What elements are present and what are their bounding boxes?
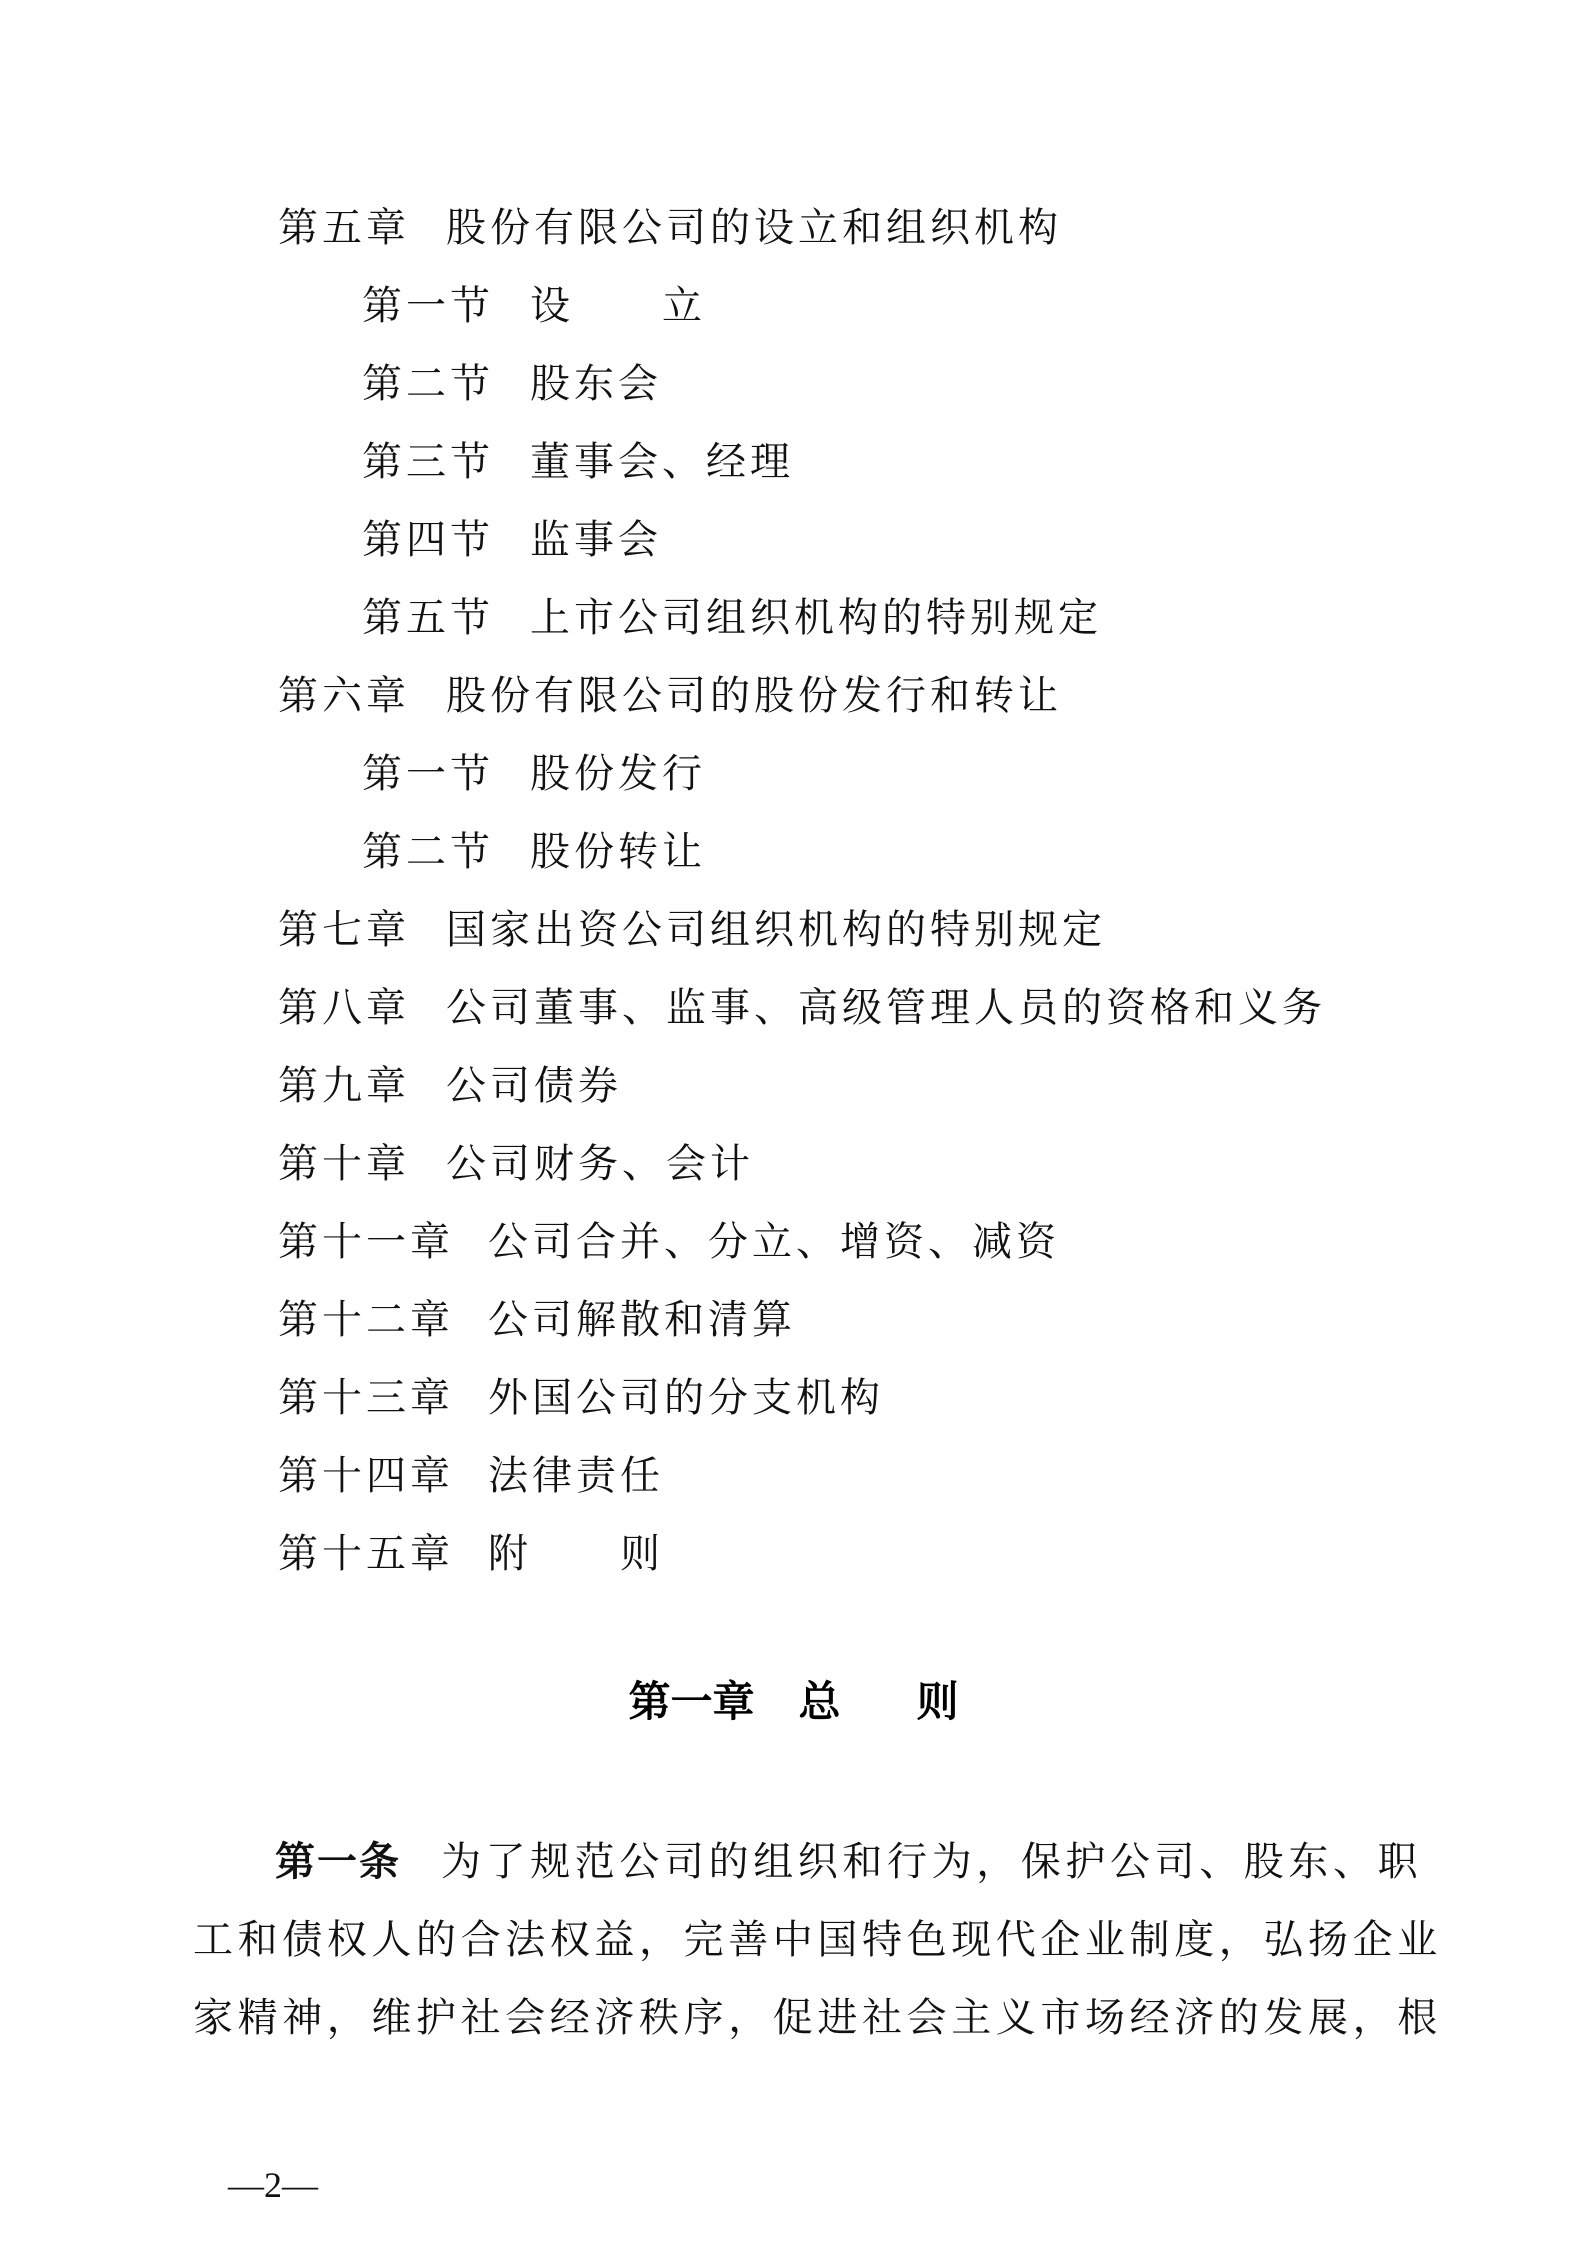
toc-section-5-4 — [362, 510, 662, 570]
toc-section-5-3 — [362, 432, 794, 492]
toc-section-5-2 — [362, 354, 662, 414]
toc-chapter-6 — [278, 666, 1062, 726]
toc-chapter-11 — [278, 1212, 1060, 1272]
toc-title: 外国公司的分支机构 — [488, 1375, 884, 1421]
toc-title: 公司财务、会计 — [446, 1141, 754, 1187]
toc-title: 监事会 — [530, 517, 662, 563]
toc-title: 董事会、经理 — [530, 439, 794, 485]
toc-number: 第六章 — [278, 673, 410, 719]
toc-title: 股份有限公司的设立和组织机构 — [446, 205, 1062, 251]
toc-chapter-8 — [278, 978, 1326, 1038]
toc-number: 第五节 — [362, 595, 494, 641]
toc-number: 第十三章 — [278, 1375, 454, 1421]
toc-chapter-5 — [278, 198, 1062, 258]
toc-title: 法律责任 — [488, 1453, 664, 1499]
toc-title: 股份有限公司的股份发行和转让 — [446, 673, 1062, 719]
toc-chapter-13 — [278, 1368, 884, 1428]
toc-number: 第五章 — [278, 205, 410, 251]
article-line-2 — [193, 1910, 1442, 1970]
toc-section-6-2 — [362, 822, 706, 882]
toc-section-6-1 — [362, 744, 706, 804]
toc-title: 上市公司组织机构的特别规定 — [530, 595, 1102, 641]
toc-number: 第一节 — [362, 283, 494, 329]
article-line-1 — [193, 1832, 1423, 1892]
toc-title: 设 立 — [530, 283, 706, 329]
article-text-1: 为了规范公司的组织和行为，保护公司、股东、职 — [441, 1839, 1423, 1885]
toc-title: 公司合并、分立、增资、减资 — [488, 1219, 1060, 1265]
toc-number: 第四节 — [362, 517, 494, 563]
toc-chapter-10 — [278, 1134, 754, 1194]
toc-chapter-7 — [278, 900, 1106, 960]
toc-number: 第十五章 — [278, 1531, 454, 1577]
toc-title: 国家出资公司组织机构的特别规定 — [446, 907, 1106, 953]
toc-number: 第二节 — [362, 361, 494, 407]
toc-number: 第三节 — [362, 439, 494, 485]
toc-chapter-9 — [278, 1056, 622, 1116]
toc-section-5-1 — [362, 276, 706, 336]
chapter-heading-title-b: 则 — [916, 1677, 959, 1726]
toc-number: 第九章 — [278, 1063, 410, 1109]
chapter-heading-number: 第一章 — [628, 1677, 755, 1726]
toc-number: 第十二章 — [278, 1297, 454, 1343]
toc-title: 公司债券 — [446, 1063, 622, 1109]
toc-number: 第二节 — [362, 829, 494, 875]
chapter-heading — [0, 1672, 1587, 1732]
article-text-3: 家精神，维护社会经济秩序，促进社会主义市场经济的发展，根 — [193, 1995, 1442, 2041]
article-text-2: 工和债权人的合法权益，完善中国特色现代企业制度，弘扬企业 — [193, 1917, 1442, 1963]
toc-number: 第七章 — [278, 907, 410, 953]
toc-chapter-12 — [278, 1290, 796, 1350]
page-number: —2— — [228, 2165, 318, 2205]
toc-title: 股东会 — [530, 361, 662, 407]
article-line-3 — [193, 1988, 1442, 2048]
chapter-heading-title-a: 总 — [798, 1677, 841, 1726]
toc-title: 股份转让 — [530, 829, 706, 875]
toc-number: 第十章 — [278, 1141, 410, 1187]
toc-title: 公司董事、监事、高级管理人员的资格和义务 — [446, 985, 1326, 1031]
toc-number: 第一节 — [362, 751, 494, 797]
toc-section-5-5 — [362, 588, 1102, 648]
toc-number: 第十四章 — [278, 1453, 454, 1499]
toc-chapter-14 — [278, 1446, 664, 1506]
toc-number: 第八章 — [278, 985, 410, 1031]
toc-title: 股份发行 — [530, 751, 706, 797]
toc-chapter-15 — [278, 1524, 664, 1584]
toc-title: 附 则 — [488, 1531, 664, 1577]
toc-number: 第十一章 — [278, 1219, 454, 1265]
toc-title: 公司解散和清算 — [488, 1297, 796, 1343]
article-label: 第一条 — [275, 1839, 401, 1885]
